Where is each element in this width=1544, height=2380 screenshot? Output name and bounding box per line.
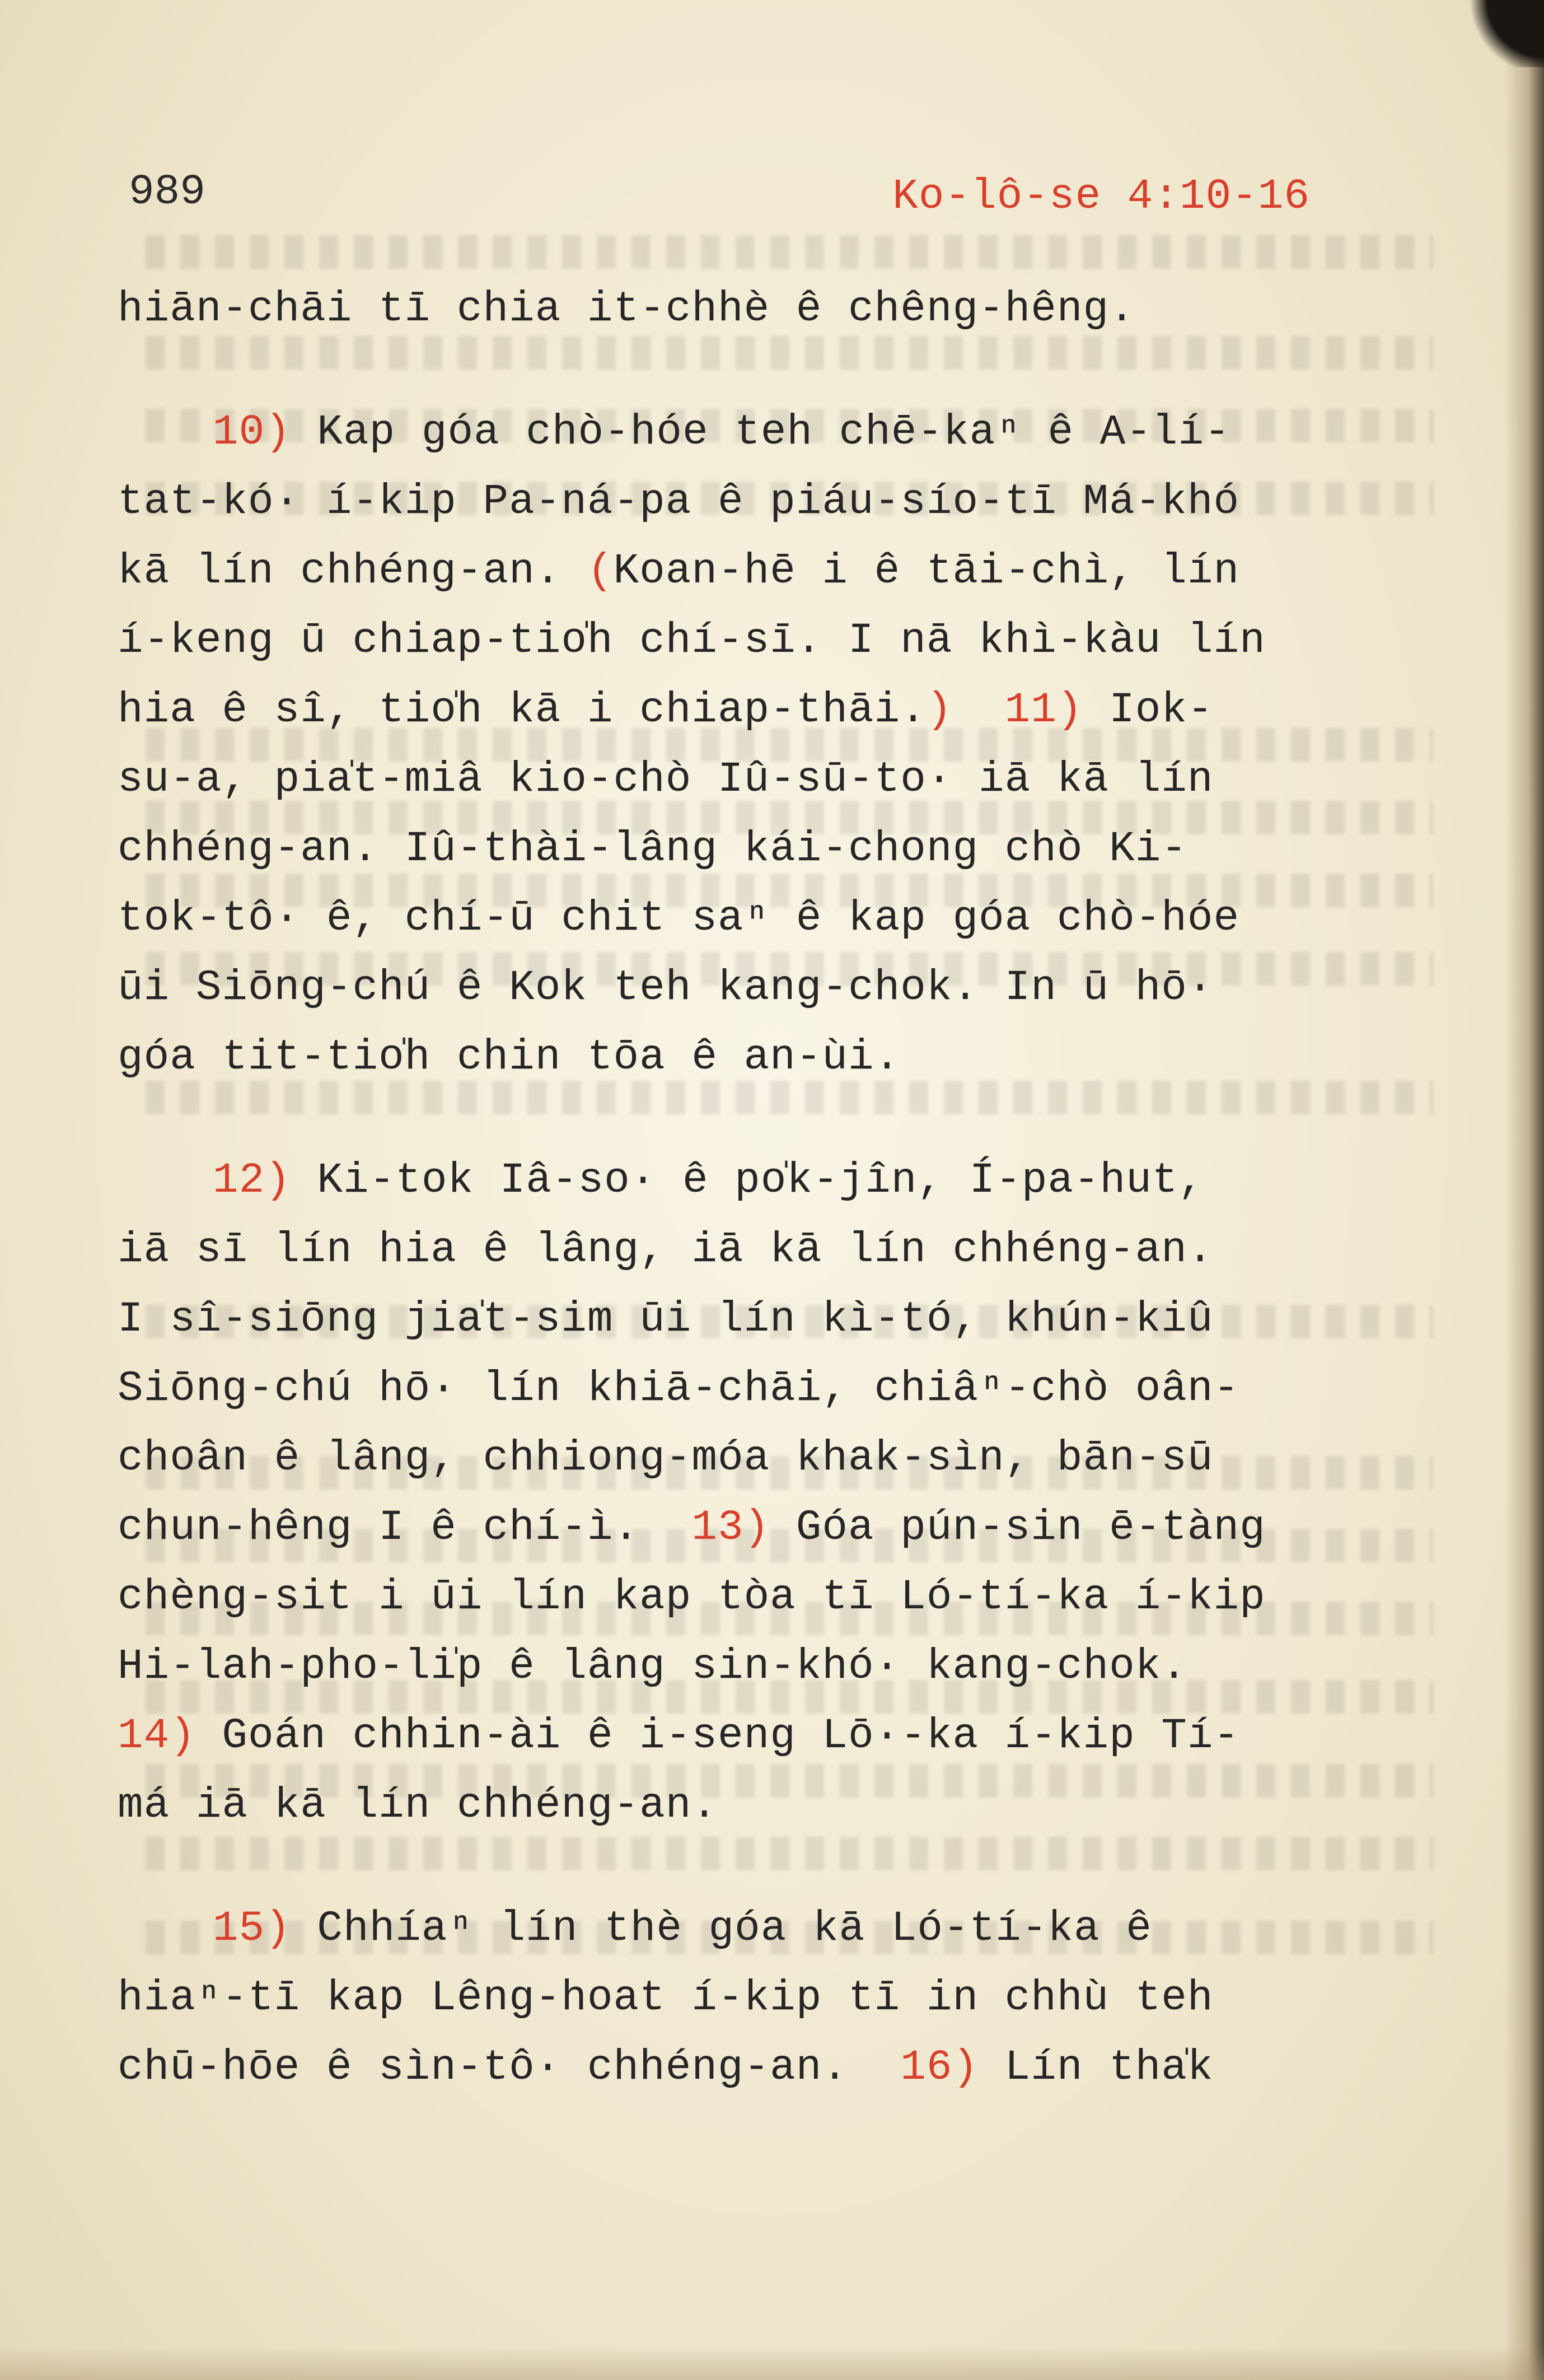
text-segment: Chhíaⁿ lín thè góa kā Ló-tí-ka ê <box>291 1905 1152 1953</box>
text-line <box>118 1493 1327 1562</box>
text-line <box>118 1632 1327 1701</box>
text-line <box>118 1285 1327 1354</box>
text-segment: góa tit-tio̍h chin tōa ê an-ùi. <box>118 1033 901 1081</box>
text-line <box>118 953 1327 1023</box>
text-segment: Hi-lah-pho-li̍p ê lâng sin-khó· kang-chok. <box>118 1642 1187 1691</box>
text-line <box>118 1894 1327 1963</box>
text-line <box>118 1701 1327 1771</box>
text-segment: Kap góa chò-hóe teh chē-kaⁿ ê A-lí- <box>291 408 1230 456</box>
text-segment: má iā kā lín chhéng-an. <box>118 1781 718 1830</box>
text-line <box>118 1771 1327 1840</box>
page-edge-shadow <box>1505 0 1544 2380</box>
page-corner-shadow <box>1466 0 1544 67</box>
text-segment: I sî-siōng jia̍t-sim ūi lín kì-tó, khún-kiû <box>118 1295 1214 1343</box>
text-line <box>118 274 1327 344</box>
text-line <box>118 398 1327 467</box>
text-segment: Goán chhin-ài ê i-seng Lō·-ka í-kip Tí- <box>195 1712 1240 1760</box>
verse-marker: ) <box>926 686 953 734</box>
text-line <box>118 745 1327 814</box>
text-line <box>118 1215 1327 1285</box>
paragraph-gap <box>118 1840 1327 1894</box>
text-segment: choân ê lâng, chhiong-móa khak-sìn, bān-sū <box>118 1434 1214 1482</box>
page-number: 989 <box>129 168 205 216</box>
text-segment: Siōng-chú hō· lín khiā-chāi, chiâⁿ-chò oân- <box>118 1365 1240 1413</box>
text-segment: Iok- <box>1083 686 1214 734</box>
verse-marker: 10) <box>213 408 291 456</box>
text-segment: hia ê sî, tio̍h kā i chiap-thāi. <box>118 686 927 734</box>
text-line <box>118 814 1327 884</box>
text-line <box>118 1963 1327 2033</box>
text-line <box>118 467 1327 536</box>
text-segment: su-a, pia̍t-miâ kio-chò Iû-sū-to· iā kā lín <box>118 755 1214 804</box>
text-segment: tat-kó· í-kip Pa-ná-pa ê piáu-sío-tī Má-khó <box>118 478 1240 526</box>
page-bottom-shadow <box>0 2346 1544 2380</box>
text-line <box>118 675 1327 745</box>
text-line <box>118 1424 1327 1493</box>
text-segment: chun-hêng I ê chí-ì. <box>118 1504 692 1552</box>
text-segment: chū-hōe ê sìn-tô· chhéng-an. <box>118 2043 901 2092</box>
text-segment: chèng-sit i ūi lín kap tòa tī Ló-tí-ka í-kip <box>118 1573 1266 1621</box>
verse-marker: 15) <box>213 1905 291 1953</box>
text-segment: Góa pún-sin ē-tàng <box>770 1504 1266 1552</box>
verse-marker: 13) <box>691 1504 770 1552</box>
verse-marker: 14) <box>118 1712 196 1760</box>
text-segment <box>952 686 1004 734</box>
verse-marker: 11) <box>1004 686 1083 734</box>
text-segment: chhéng-an. Iû-thài-lâng kái-chong chò Ki- <box>118 825 1187 873</box>
text-line <box>118 1023 1327 1092</box>
verse-marker: 12) <box>213 1156 291 1205</box>
text-line <box>118 606 1327 675</box>
text-segment: kā lín chhéng-an. <box>118 547 587 595</box>
running-head: Ko-lô-se 4:10-16 <box>892 172 1310 221</box>
paragraph-gap <box>118 1092 1327 1146</box>
text-segment: tok-tô· ê, chí-ū chit saⁿ ê kap góa chò-hóe <box>118 894 1240 942</box>
page-header <box>129 168 1310 230</box>
text-segment: í-keng ū chiap-tio̍h chí-sī. I nā khì-kàu lín <box>118 617 1266 665</box>
text-line <box>118 1562 1327 1632</box>
text-line <box>118 1354 1327 1424</box>
verse-marker: 16) <box>900 2043 979 2092</box>
verse-marker: ( <box>587 547 614 595</box>
text-segment: ūi Siōng-chú ê Kok teh kang-chok. In ū hō· <box>118 964 1214 1012</box>
text-segment: Koan-hē i ê tāi-chì, lín <box>613 547 1240 595</box>
text-line <box>118 1146 1327 1215</box>
text-segment: hiān-chāi tī chia it-chhè ê chêng-hêng. <box>118 285 1135 333</box>
text-segment: hiaⁿ-tī kap Lêng-hoat í-kip tī in chhù teh <box>118 1974 1214 2022</box>
text-line <box>118 2033 1327 2102</box>
text-line <box>118 536 1327 606</box>
scripture-text <box>118 274 1327 2102</box>
text-segment: iā sī lín hia ê lâng, iā kā lín chhéng-an. <box>118 1226 1214 1274</box>
paragraph-gap <box>118 344 1327 398</box>
text-segment: Ki-tok Iâ-so· ê po̍k-jîn, Í-pa-hut, <box>291 1156 1205 1205</box>
text-segment: Lín tha̍k <box>979 2043 1214 2092</box>
text-line <box>118 884 1327 953</box>
